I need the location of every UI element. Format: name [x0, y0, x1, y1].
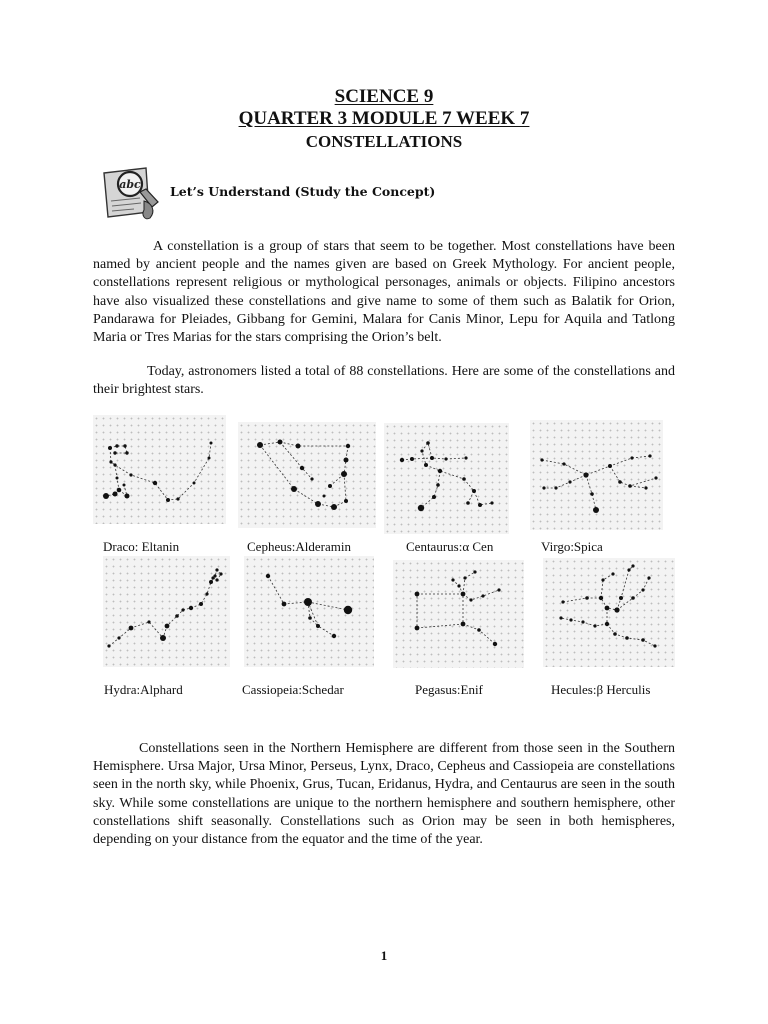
- caption-hydra: Hydra:Alphard: [104, 682, 183, 697]
- icon-text: abc: [119, 178, 141, 191]
- constellation-image-draco: [93, 415, 226, 524]
- title-science: SCIENCE 9: [334, 86, 434, 107]
- title-block: [0, 86, 768, 153]
- constellation-image-cepheus: [238, 422, 376, 528]
- caption-cassiopeia: Cassiopeia:Schedar: [242, 682, 344, 697]
- constellation-image-centaurus: [384, 423, 509, 534]
- section-heading: Let’s Understand (Study the Concept): [170, 184, 436, 199]
- title-module: QUARTER 3 MODULE 7 WEEK 7: [238, 108, 530, 129]
- constellation-image-hercules: [543, 558, 675, 667]
- constellation-image-cassiopeia: [244, 556, 374, 667]
- paragraph-intro: A constellation is a group of stars that seem to be together. Most constellations have been named by ancient people and the names given are based on Greek Mythology. For ancient people, constellations represent religious or mythological personages, animals or objects. Filipino ancestors have also visualized these constellations and give name to some of them such as Balatik for Orion, Pandarawa for Pleiades, Gibbang for Gemini, Malara for Canis Minor, Lepu for Aquila and Tatlong Maria or Tres Marias for the stars comprising the Orion’s belt.: [93, 239, 675, 346]
- paragraph-constellation-count: Today, astronomers listed a total of 88 constellations. Here are some of the constellations and their brightest stars.: [93, 364, 675, 398]
- caption-cepheus: Cepheus:Alderamin: [247, 539, 351, 554]
- constellation-image-pegasus: [393, 560, 524, 668]
- study-concept-icon: [100, 163, 160, 223]
- constellation-image-virgo: [530, 420, 663, 530]
- page-subtitle: CONSTELLATIONS: [305, 132, 463, 151]
- paragraph-hemispheres: Constellations seen in the Northern Hemisphere are different from those seen in the Southern Hemisphere. Ursa Major, Ursa Minor, Perseus, Lynx, Draco, Cepheus and Cassiopeia are constellations seen in the north sky, while Phoenix, Grus, Tucan, Eridanus, Hydra, and Centaurus are seen in the south sky. While some constellations are unique to the northern hemisphere and southern hemisphere, other constellations shift seasonally. Constellations such as Orion may be seen in both hemispheres, depending on your distance from the equator and the time of the year.: [93, 741, 675, 848]
- caption-draco: Draco: Eltanin: [103, 539, 180, 554]
- constellation-image-hydra: [103, 556, 230, 667]
- page-number: 1: [380, 948, 388, 963]
- caption-virgo: Virgo:Spica: [541, 539, 603, 554]
- caption-centaurus: Centaurus:α Cen: [406, 539, 494, 554]
- caption-pegasus: Pegasus:Enif: [415, 682, 483, 697]
- caption-hercules: Hecules:β Herculis: [551, 682, 651, 697]
